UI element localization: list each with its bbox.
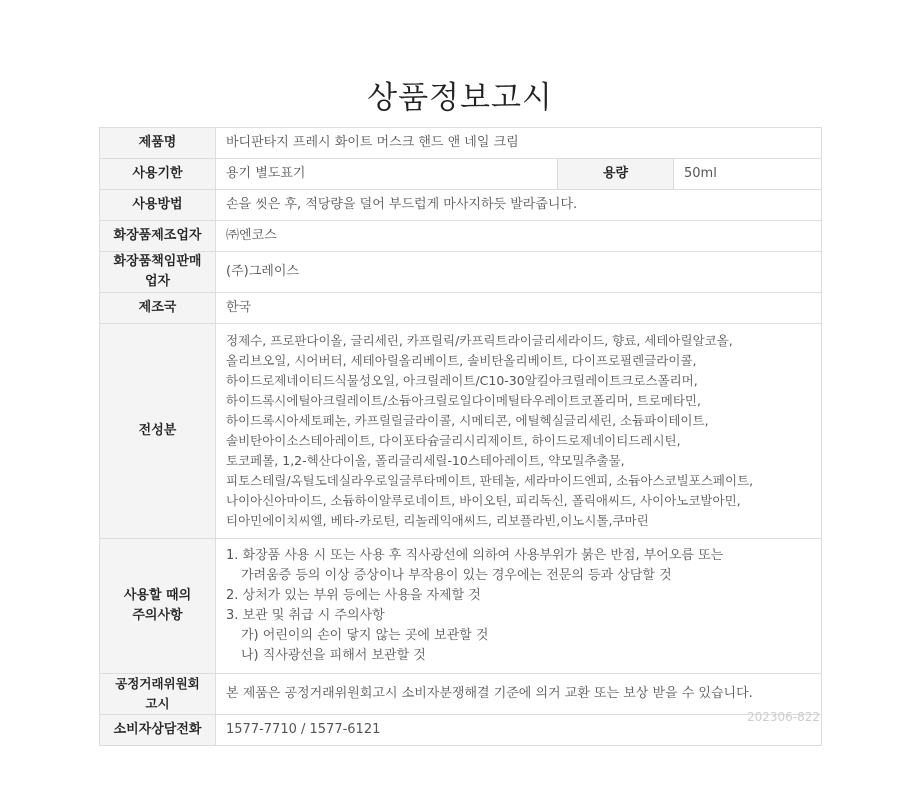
row-label-volume: 용량 (558, 159, 674, 190)
ingredients-line: 솔비탄아이소스테아레이트, 다이포타슘글리시리제이트, 하이드로제네이티드레시틴, (226, 433, 681, 448)
table-row (100, 293, 822, 324)
table-row (100, 159, 822, 190)
table-row (100, 324, 822, 539)
row-label-caution (100, 539, 216, 674)
table-row (100, 715, 822, 746)
caution-item: 나) 직사광선을 피해서 보관할 것 (241, 648, 426, 663)
volume-value: 50ml (674, 159, 822, 190)
caution-item: 1. 화장품 사용 시 또는 사용 후 직사광선에 의하여 사용부위가 붉은 반점, 부어오름 또는 (226, 548, 724, 563)
table-row (100, 128, 822, 159)
ftc-value: 본 제품은 공정거래위원회고시 소비자분쟁해결 기준에 의거 교환 또는 보상 받을 수 있습니다. (216, 674, 822, 715)
caution-item: 가) 어린이의 손이 닿지 않는 곳에 보관할 것 (241, 628, 489, 643)
table-row (100, 190, 822, 221)
consumer-phone-value: 1577-7710 / 1577-6121 (216, 715, 822, 746)
ingredients-line: 정제수, 프로판다이올, 글리세린, 카프릴릭/카프릭트라이글리세라이드, 향료, 세테아릴알코올, (226, 333, 733, 348)
ingredients-line: 나이아신아마이드, 소듐하이알루로네이트, 바이오틴, 피리독신, 폴릭애씨드, 사이아노코발아민, (226, 493, 741, 508)
ingredients-line: 피토스테릴/옥틸도데실라우로일글루타메이트, 판테놀, 세라마이드엔피, 소듐아스코빌포스페이트, (226, 473, 754, 488)
ingredients-line: 하이드로제네이티드식물성오일, 아크릴레이트/C10-30알킬아크릴레이트크로스폴리머, (226, 373, 698, 388)
row-label-usage: 사용방법 (100, 190, 216, 221)
row-label-consumer: 소비자상담전화 (100, 715, 216, 746)
table-row (100, 674, 822, 715)
row-label-origin: 제조국 (100, 293, 216, 324)
product-name-value: 바디판타지 프레시 화이트 머스크 핸드 앤 네일 크림 (216, 128, 822, 159)
row-label-seller: 화장품책임판매업자 (100, 252, 216, 293)
seller-value: (주)그레이스 (216, 252, 822, 293)
caution-item: 3. 보관 및 취급 시 주의사항 (226, 608, 385, 623)
row-label-product-name: 제품명 (100, 128, 216, 159)
ingredients-line: 토코페롤, 1,2-헥산다이올, 폴리글리세릴-10스테아레이트, 약모밀추출물, (226, 453, 625, 468)
page-title: 상품정보고시 (367, 80, 553, 116)
row-label-ftc: 공정거래위원회고시 (100, 674, 216, 715)
row-label-manufacturer: 화장품제조업자 (100, 221, 216, 252)
row-label-expiry: 사용기한 (100, 159, 216, 190)
caution-item: 2. 상처가 있는 부위 등에는 사용을 자제할 것 (226, 588, 481, 603)
caution-value (216, 539, 822, 674)
ingredients-line: 하이드록시아세토페논, 카프릴릴글라이콜, 시메티콘, 에틸헥실글리세린, 소듐파이테이트, (226, 413, 709, 428)
expiry-value: 용기 별도표기 (216, 159, 558, 190)
row-label-ingredients: 전성분 (100, 324, 216, 539)
caution-label-line: 주의사항 (132, 608, 183, 623)
table-row (100, 539, 822, 674)
manufacturer-value: ㈜엔코스 (216, 221, 822, 252)
ingredients-value (216, 324, 822, 539)
caution-item: 가려움증 등의 이상 증상이나 부작용이 있는 경우에는 전문의 등과 상담할 것 (241, 568, 672, 583)
origin-value: 한국 (216, 293, 822, 324)
caution-label-line: 사용할 때의 (123, 588, 192, 603)
table-row (100, 221, 822, 252)
ingredients-line: 하이드록시에틸아크릴레이트/소듐아크릴로일다이메틸타우레이트코폴리머, 트로메타민, (226, 393, 701, 408)
ingredients-line: 올리브오일, 시어버터, 세테아릴올리베이트, 솔비탄올리베이트, 다이프로필렌글라이콜, (226, 353, 697, 368)
document-code: 202306-822 (746, 710, 820, 724)
ingredients-line: 티아민에이치씨엘, 베타-카로틴, 리놀레익애씨드, 리보플라빈,이노시톨,쿠마린 (226, 513, 649, 528)
product-info-table (99, 127, 822, 746)
table-row (100, 252, 822, 293)
usage-value: 손을 씻은 후, 적당량을 덜어 부드럽게 마사지하듯 발라줍니다. (216, 190, 822, 221)
